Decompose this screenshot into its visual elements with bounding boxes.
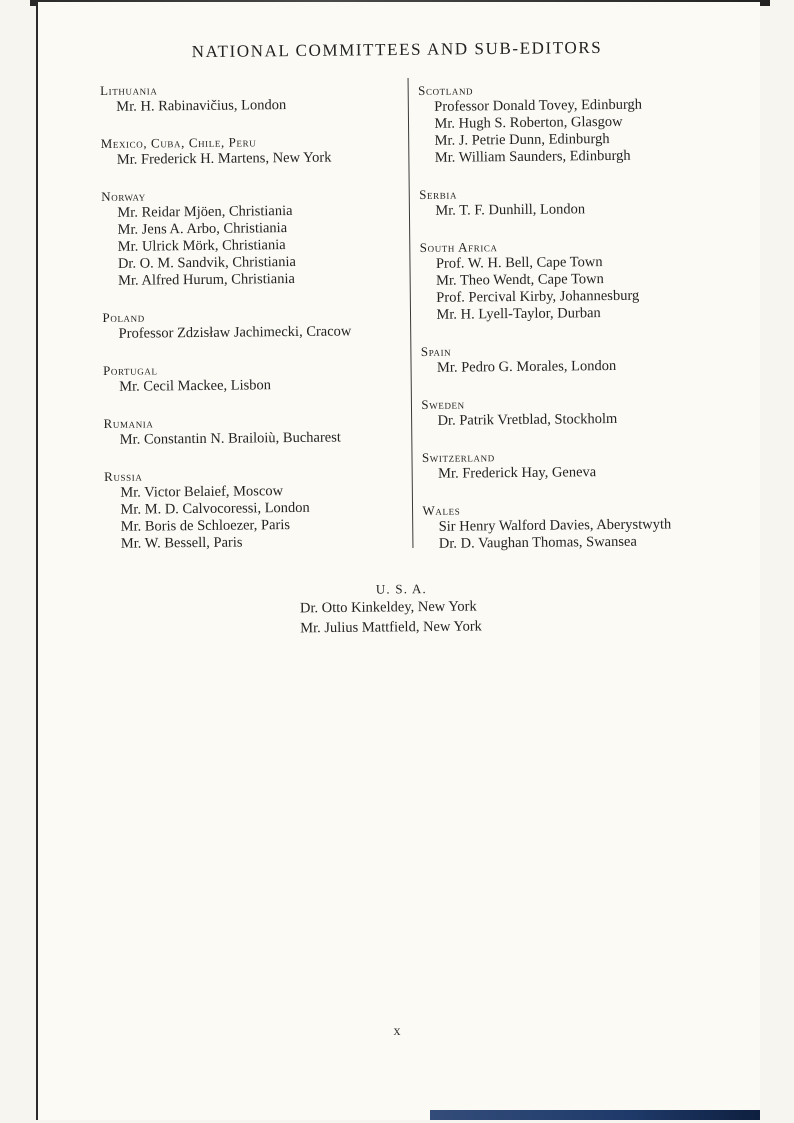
member-entry: Mr. Ulrick Mörk, Christiania — [117, 237, 286, 255]
member-entry: Mr. Hugh S. Roberton, Glasgow — [434, 113, 623, 132]
member-entry: Dr. Patrik Vretblad, Stockholm — [437, 410, 618, 429]
member-entry: Mr. Boris de Schloezer, Paris — [120, 517, 291, 535]
country-section — [420, 236, 741, 324]
member-entry: Mr. H. Lyell-Taylor, Durban — [436, 305, 601, 323]
page-number: x — [393, 1024, 401, 1039]
member-entry: Prof. Percival Kirby, Johannesburg — [436, 287, 640, 306]
member-entry: Mr. Pedro G. Morales, London — [436, 357, 617, 376]
country-heading: Switzerland — [421, 449, 495, 465]
member-entry: Mr. Jens A. Arbo, Christiania — [117, 220, 288, 238]
member-entry: Mr. Victor Belaief, Moscow — [120, 483, 284, 501]
country-section — [421, 393, 741, 430]
member-entry: Mr. W. Bessell, Paris — [120, 534, 243, 552]
book-cover-edge — [430, 1110, 760, 1120]
member-entry: Dr. O. M. Sandvik, Christiania — [117, 253, 297, 272]
left-column — [100, 79, 425, 572]
country-heading: Scotland — [418, 82, 474, 98]
country-section — [419, 183, 739, 220]
country-section — [422, 446, 742, 483]
country-heading: U. S. A. — [375, 581, 428, 597]
country-heading: Serbia — [419, 186, 458, 202]
country-heading: Russia — [104, 468, 143, 484]
country-heading: Portugal — [102, 362, 158, 378]
country-heading: Poland — [102, 309, 145, 325]
member-entry: Prof. W. H. Bell, Cape Town — [435, 254, 603, 272]
country-heading: Lithuania — [100, 82, 158, 98]
country-heading: Spain — [420, 343, 452, 359]
member-entry: Mr. T. F. Dunhill, London — [435, 201, 586, 219]
member-entry: Dr. Otto Kinkeldey, New York — [299, 598, 477, 617]
country-section — [104, 465, 425, 553]
member-entry: Mr. Julius Mattfield, New York — [300, 618, 482, 637]
country-section — [103, 359, 423, 396]
country-heading: Rumania — [103, 415, 154, 431]
member-entry: Mr. Constantin N. Brailoiù, Bucharest — [119, 429, 341, 448]
member-entry: Sir Henry Walford Davies, Aberystwyth — [438, 516, 672, 535]
country-section — [102, 306, 422, 343]
member-entry: Mr. Reidar Mjöen, Christiania — [117, 202, 293, 221]
usa-section — [300, 579, 561, 639]
country-heading: South Africa — [419, 239, 498, 255]
country-section — [101, 185, 422, 290]
member-entry: Mr. J. Petrie Dunn, Edinburgh — [434, 130, 610, 149]
country-section — [100, 79, 420, 116]
member-entry: Mr. Frederick H. Martens, New York — [116, 149, 332, 168]
member-entry: Professor Donald Tovey, Edinburgh — [434, 96, 643, 115]
member-entry: Mr. Theo Wendt, Cape Town — [435, 271, 604, 289]
member-entry: Mr. Cecil Mackee, Lisbon — [119, 377, 272, 395]
member-entry: Mr. M. D. Calvocoressi, London — [120, 499, 310, 518]
country-section — [421, 340, 741, 377]
country-heading: Mexico, Cuba, Chile, Peru — [100, 134, 257, 151]
member-entry: Mr. William Saunders, Edinburgh — [434, 147, 631, 166]
member-entry: Professor Zdzisław Jachimecki, Cracow — [118, 323, 352, 342]
right-column — [418, 79, 743, 572]
country-section — [422, 499, 743, 553]
member-entry: Mr. Frederick Hay, Geneva — [438, 464, 597, 482]
country-section — [101, 132, 421, 169]
member-entry: Mr. Alfred Hurum, Christiania — [117, 270, 295, 289]
country-section — [418, 79, 739, 167]
member-entry: Dr. D. Vaughan Thomas, Swansea — [438, 533, 637, 552]
member-entry: Mr. H. Rabinavičius, London — [116, 97, 287, 115]
country-heading: Wales — [422, 502, 461, 518]
country-heading: Norway — [101, 188, 146, 204]
country-heading: Sweden — [421, 396, 465, 412]
country-section — [103, 412, 423, 449]
page-title: NATIONAL COMMITTEES AND SUB-EDITORS — [191, 37, 603, 62]
